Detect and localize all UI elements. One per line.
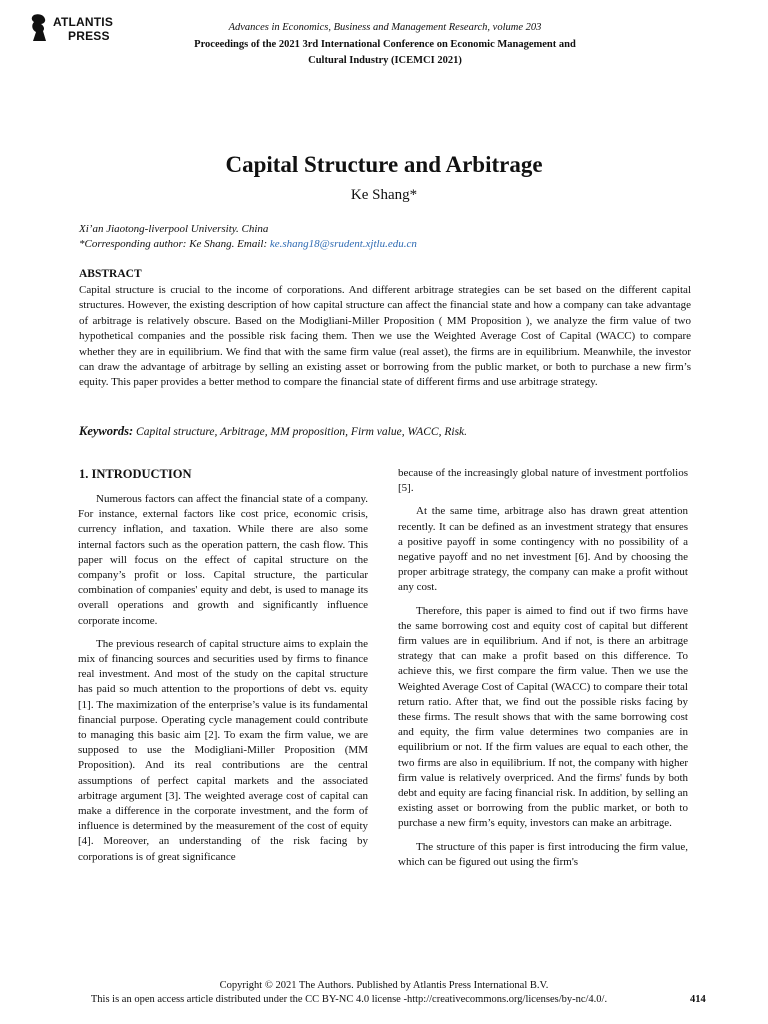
keywords-text: Capital structure, Arbitrage, MM proposition, Firm value, WACC, Risk.: [136, 426, 468, 438]
section-heading-introduction: 1. INTRODUCTION: [79, 467, 192, 481]
keywords: [79, 424, 467, 439]
paragraph-continued: because of the increasingly global nature of investment portfolios [5].: [398, 467, 688, 495]
publisher-logo: [30, 13, 130, 47]
corresponding-label: *Corresponding author: Ke Shang. Email:: [79, 238, 270, 250]
page-number: 414: [690, 994, 706, 1005]
paragraph: At the same time, arbitrage also has drawn great attention recently. It can be defined as an investment strategy that ensures a positive payoff in some contingency with no possibility of a negative payoff and no net investment [6]. And by choosing the proper arbitrage strategy, the company can make a profit without any cost.: [398, 505, 688, 594]
proceedings-line1: Proceedings of the 2021 3rd International Conference on Economic Management and: [194, 39, 576, 50]
abstract-text: Capital structure is crucial to the income of corporations. And different arbitrage strategies can be set based on the different capital structures. However, the existing description of how capital structure can affect the financial state and how a company can take advantage of arbitrage is relatively obscure. Based on the Modigliani-Miller Proposition ( MM Proposition ), we analyze the firm value of two hypothetical companies and the possible risk facing them. Then we use the Weighted Average Cost of Capital (WACC) to compare whether they are in equilibrium. We find that with the same firm value (real asset), the firms are in equilibrium. Meanwhile, the investor can draw the advantage of arbitrage by selling an existing asset or borrowing from the public market, or both to purchase a new firm’s equity. This paper provides a better method to compare the financial state of different firms and use arbitrage strategy.: [79, 284, 691, 389]
paragraph: Numerous factors can affect the financial state of a company. For instance, external factors like cost price, economic crisis, currency inflation, and taxation. While there are also some internal factors such as the operation pattern, the cash flow. This paper will focus on the effect of capital structure on the company’s profit or loss. Capital structure, the particular combination of companies' equity and debt, is used to manage its overall operations and growth and significantly influence corporate income.: [78, 493, 368, 627]
author-name: Ke Shang*: [350, 187, 418, 203]
affiliation-block: [79, 222, 417, 252]
right-column: [398, 466, 688, 878]
left-column: [78, 492, 368, 873]
author-email-link[interactable]: ke.shang18@srudent.xjtlu.edu.cn: [269, 238, 417, 250]
copyright-line: Copyright © 2021 The Authors. Published by Atlantis Press International B.V.: [219, 980, 549, 991]
license-text: This is an open access article distributed under the CC BY-NC 4.0 license -http://creativecommons.org/licenses/by-nc/4.0/.: [90, 994, 608, 1005]
series-line: Advances in Economics, Business and Management Research, volume 203: [228, 22, 542, 33]
proceedings-line2: Cultural Industry (ICEMCI 2021): [308, 55, 462, 66]
atlantis-logo-icon: [30, 13, 50, 43]
affiliation: Xi’an Jiaotong-liverpool University. China: [79, 223, 269, 235]
logo-line1: ATLANTIS: [53, 15, 114, 29]
paragraph: Therefore, this paper is aimed to find out if two firms have the same borrowing cost and equity cost of capital but different firm values are in equilibrium. And if not, is there an arbitrage strategy that can make a profit based on this difference. To achieve this, we first compare the firm value. Then we use the Weighted Average Cost of Capital (WACC) to compare their total return ratio. After that, we find out the possible risks facing by these firms. The result shows that with the same borrowing cost and equity, the firm value determines two companies are in equilibrium or not. If the firm values are equal to each other, the two firms are also in equilibrium. If not, the company with higher firm value is relatively overpriced. And the firms' funds by both debt and equity are facing financial risk. In addition, by selling an existing asset or borrowing from the public market, or both to purchase a new firm’s equity, investors can make an arbitrage.: [398, 604, 688, 830]
paragraph: The previous research of capital structure aims to explain the mix of financing sources and securities used by firms to finance real investment. And most of the study on the capital structure has paid so much attention to the proportions of debt vs. equity [1]. The maximization of the enterprise’s value is its fundamental financial purpose. Operating cycle management could contribute to managing this basic aim [2]. To exam the firm value, we are supposed to use the Modigliani-Miller Proposition (MM Proposition). And its real contributions are the central assumptions of perfect capital markets and the associated arbitrage argument [3]. The weighted average cost of capital can make a difference in the corporate investment, and the form of influence is determined by the measurement of the cost of equity [4]. Moreover, an understanding of the risk facing by corporations is of great significance: [78, 637, 368, 863]
logo-line2: PRESS: [68, 29, 110, 43]
paragraph: The structure of this paper is first introducing the firm value, which can be figured out using the firm's: [398, 840, 688, 868]
abstract-heading: ABSTRACT: [79, 268, 142, 280]
license-line: [0, 994, 768, 1005]
corresponding-author: [79, 237, 417, 252]
keywords-label: Keywords:: [79, 424, 134, 438]
paper-title: Capital Structure and Arbitrage: [225, 152, 543, 177]
proceedings-title: [140, 37, 630, 69]
